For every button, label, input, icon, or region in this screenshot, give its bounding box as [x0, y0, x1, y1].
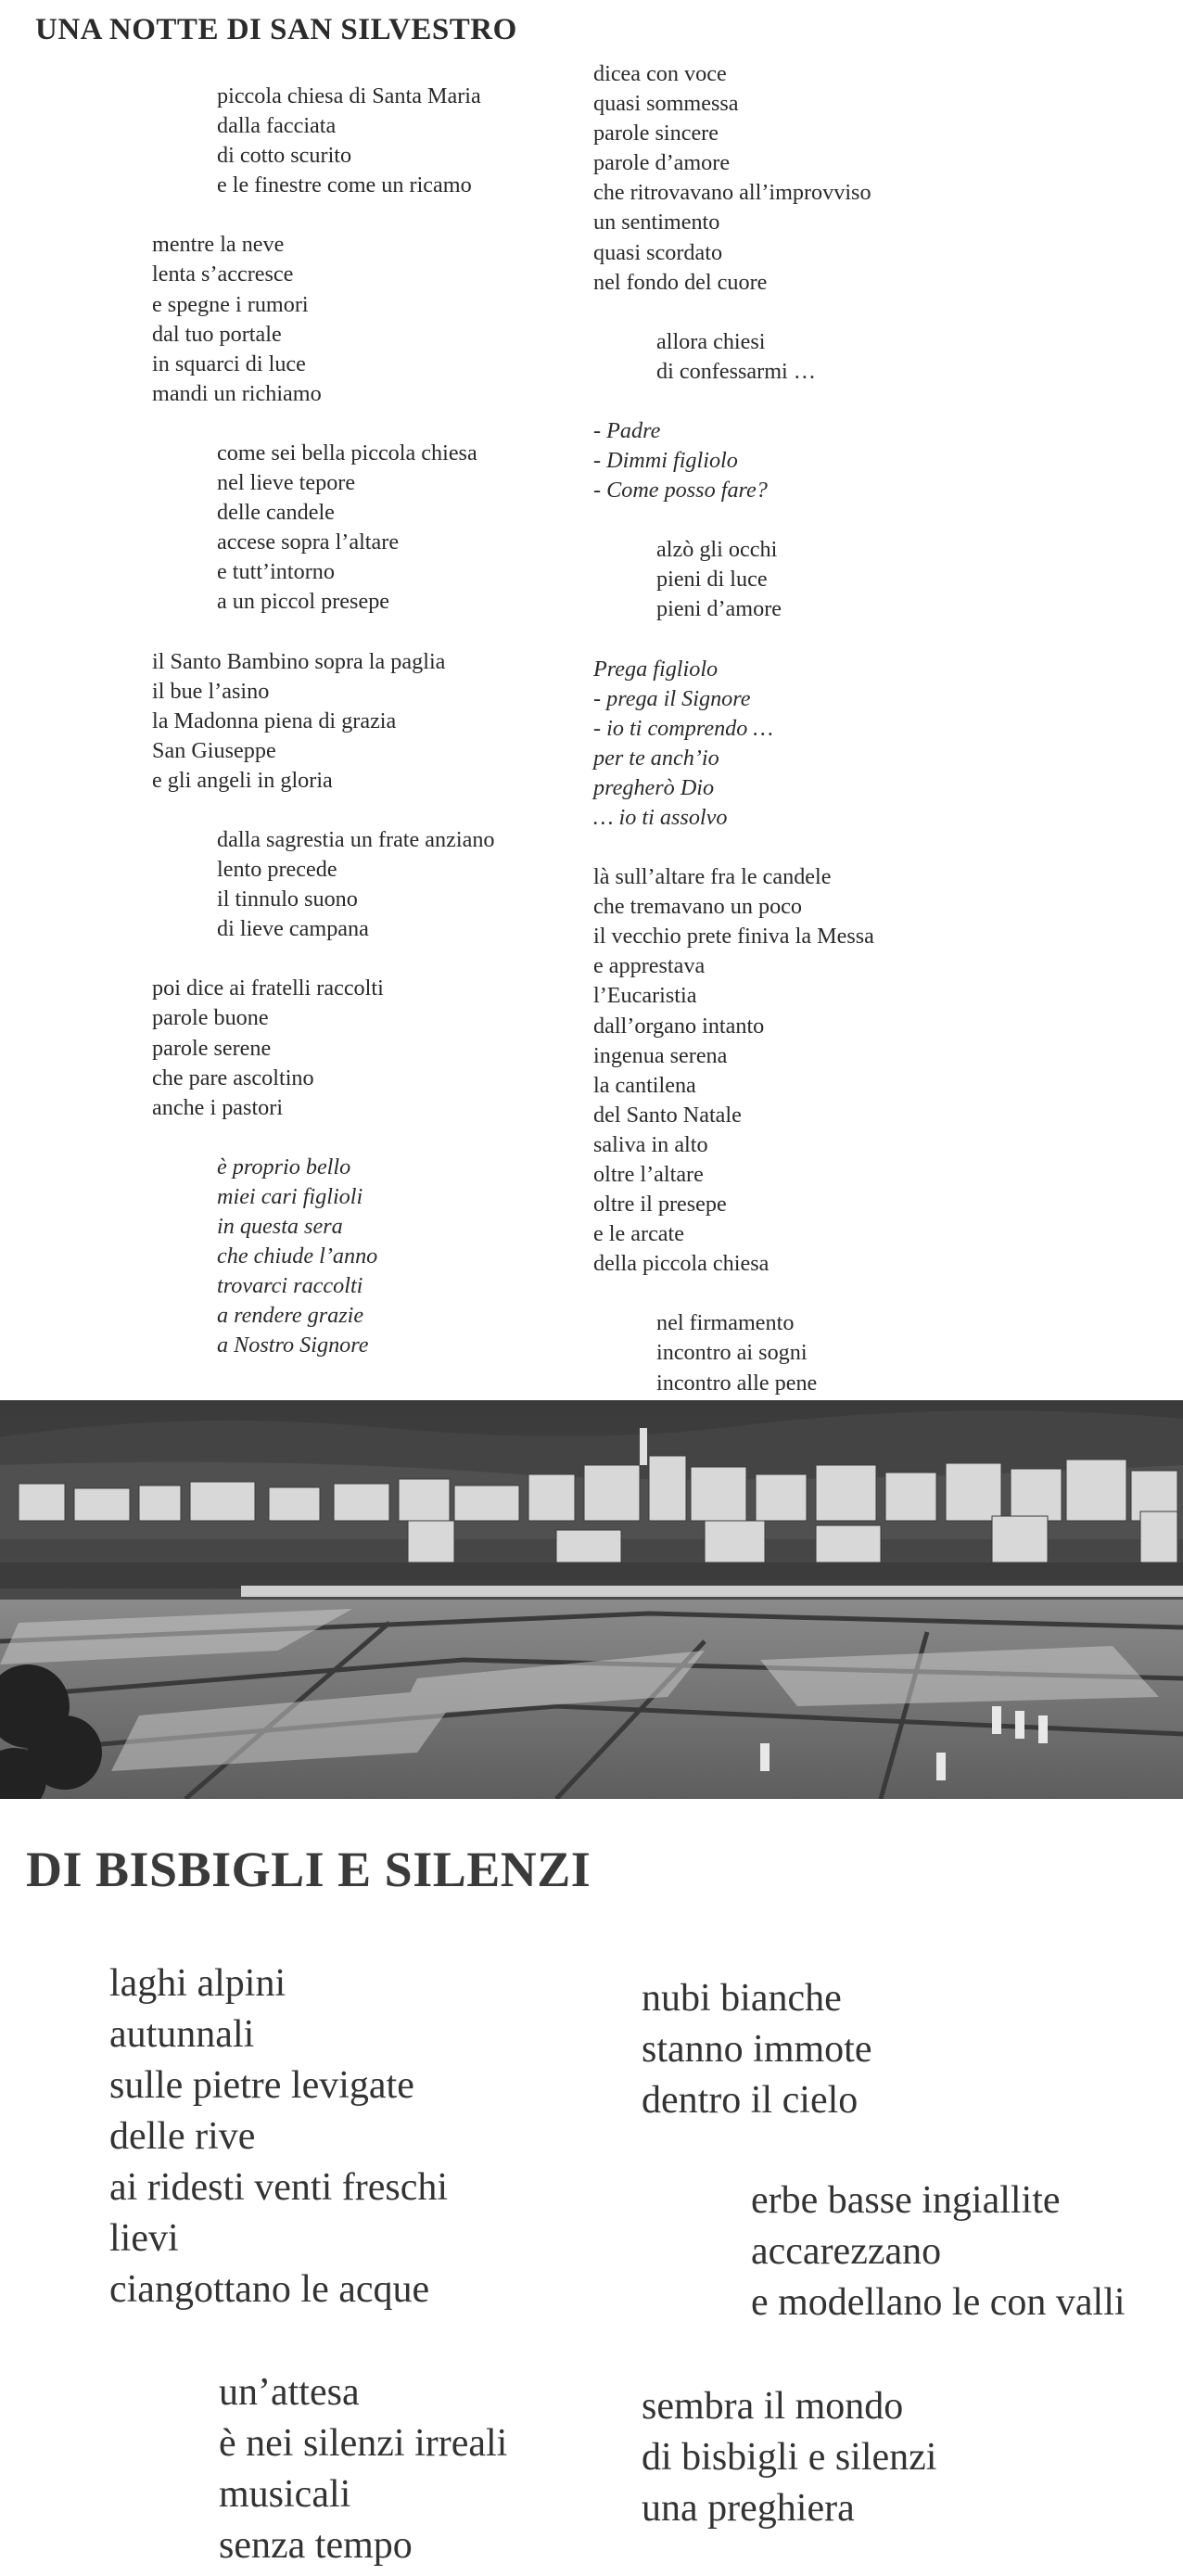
- village-photo: [0, 1400, 1183, 1799]
- poem-line: anche i pastori: [152, 1094, 284, 1120]
- poem-line: San Giuseppe: [152, 737, 276, 763]
- poem-line: - Come posso fare?: [593, 478, 768, 504]
- poem-line: e le finestre come un ricamo: [217, 172, 472, 198]
- poem-line: a un piccol presepe: [217, 589, 390, 615]
- poem-line: la Madonna piena di grazia: [152, 708, 397, 733]
- poem-line: a Nostro Signore: [217, 1333, 369, 1358]
- poem-line: a rendere grazie: [217, 1303, 364, 1329]
- poem2-right-column-bottom: [642, 2381, 936, 2534]
- poem-line: nel firmamento: [656, 1310, 795, 1336]
- poem-line: un’attesa: [219, 2371, 360, 2414]
- poem-line: lenta s’accresce: [152, 261, 294, 287]
- poem-line: dalla facciata: [217, 113, 337, 139]
- poem-line: e gli angeli in gloria: [152, 767, 333, 793]
- poem-line: dall’organo intanto: [593, 1013, 765, 1039]
- poem-line: mandi un richiamo: [152, 380, 322, 406]
- stanza: [0, 974, 495, 1122]
- poem-line: lento precede: [217, 857, 337, 883]
- poem-line: per te anch’io: [593, 745, 719, 771]
- poem-line: l’Eucaristia: [593, 983, 697, 1009]
- poem-line: è nei silenzi irreali: [219, 2422, 508, 2465]
- poem-line: lievi: [109, 2217, 179, 2260]
- poem-line: stanno immote: [642, 2028, 872, 2071]
- stanza: [0, 230, 495, 409]
- poem-line: che chiude l’anno: [217, 1243, 378, 1269]
- poem-right-column: [593, 59, 874, 1398]
- poem-line: il vecchio prete finiva la Messa: [593, 924, 874, 950]
- poem-line: musicali: [219, 2473, 351, 2516]
- stanza: [593, 327, 874, 387]
- poem-line: poi dice ai fratelli raccolti: [152, 976, 384, 1001]
- poem-line: parole serene: [152, 1035, 272, 1061]
- poem-line: nel fondo del cuore: [593, 269, 768, 295]
- poem-line: e le arcate: [593, 1221, 685, 1247]
- poem-line: di bisbigli e silenzi: [642, 2436, 937, 2479]
- poem-line: miei cari figlioli: [217, 1183, 363, 1209]
- poem-line: il tinnulo suono: [217, 886, 358, 912]
- poem-line: - prega il Signore: [593, 685, 751, 711]
- poem-line: ai ridesti venti freschi: [109, 2166, 449, 2209]
- stanza: [593, 1308, 874, 1397]
- stanza: [0, 439, 495, 618]
- poem-line: quasi sommessa: [593, 91, 739, 117]
- poem-line: trovarci raccolti: [217, 1273, 363, 1299]
- poem-line: sembra il mondo: [642, 2385, 904, 2428]
- poem2-left-column-bottom: [219, 2367, 507, 2571]
- poem-line: parole sincere: [593, 121, 719, 147]
- poem-line: incontro alle pene: [656, 1370, 818, 1396]
- stanza: [593, 416, 874, 505]
- poem-line: che ritrovavano all’improvviso: [593, 180, 871, 206]
- poem-line: nubi bianche: [642, 1977, 842, 2020]
- poem-left-column: [0, 82, 495, 1360]
- stanza: [0, 1153, 495, 1361]
- poem-line: un sentimento: [593, 210, 720, 236]
- poem-line: in squarci di luce: [152, 351, 306, 376]
- stanza: [593, 535, 874, 624]
- poem-line: una preghiera: [642, 2487, 855, 2530]
- poem-line: … io ti assolvo: [593, 804, 728, 830]
- poem-line: ingenua serena: [593, 1042, 728, 1068]
- poem-line: senza tempo: [219, 2524, 413, 2567]
- poem-line: il Santo Bambino sopra la paglia: [152, 648, 446, 674]
- poem2-left-column-top: [109, 1958, 448, 2315]
- poem-line: il bue l’asino: [152, 678, 270, 704]
- poem-line: del Santo Natale: [593, 1102, 742, 1128]
- village-landscape-image: [0, 1400, 1183, 1799]
- poem-line: la cantilena: [593, 1072, 696, 1098]
- poem-line: - Padre: [593, 417, 661, 443]
- poem-line: saliva in alto: [593, 1131, 708, 1157]
- poem-line: è proprio bello: [217, 1154, 351, 1180]
- poem-title: UNA NOTTE DI SAN SILVESTRO: [35, 13, 517, 46]
- poem-line: come sei bella piccola chiesa: [217, 440, 477, 465]
- poem-line: alzò gli occhi: [656, 537, 778, 563]
- stanza: [593, 59, 874, 298]
- stanza: [0, 82, 495, 200]
- poem-line: dicea con voce: [593, 61, 727, 86]
- poem-line: e apprestava: [593, 953, 706, 979]
- poem-line: Prega figliolo: [593, 656, 719, 682]
- poem2-title: DI BISBIGLI E SILENZI: [26, 1842, 592, 1897]
- poem-line: nel lieve tepore: [217, 470, 356, 496]
- poem-line: allora chiesi: [656, 328, 766, 354]
- poem-line: di lieve campana: [217, 916, 369, 942]
- poem-line: - io ti comprendo …: [593, 715, 773, 741]
- poem-line: dalla sagrestia un frate anziano: [217, 826, 495, 852]
- poem-line: che tremavano un poco: [593, 894, 802, 920]
- poem-line: delle candele: [217, 500, 335, 526]
- poem-line: parole buone: [152, 1005, 269, 1031]
- poem-line: accarezzano: [751, 2230, 942, 2273]
- poem-line: dal tuo portale: [152, 321, 282, 347]
- poem-line: e modellano le con valli: [751, 2281, 1126, 2324]
- stanza: [593, 862, 874, 1279]
- poem-line: di confessarmi …: [656, 358, 816, 384]
- poem-line: quasi scordato: [593, 239, 723, 265]
- stanza: [0, 647, 495, 796]
- poem-line: erbe basse ingiallite: [751, 2179, 1061, 2222]
- poem-line: pregherò Dio: [593, 774, 715, 800]
- poem-line: autunnali: [109, 2013, 255, 2056]
- poem-line: mentre la neve: [152, 232, 285, 258]
- poem2-right-column-top: [642, 1973, 871, 2126]
- poem2-right-column-middle: [751, 2175, 1126, 2328]
- poem-line: parole d’amore: [593, 150, 731, 176]
- poem-line: di cotto scurito: [217, 143, 352, 169]
- poem-line: incontro ai sogni: [656, 1340, 808, 1366]
- poem-line: e tutt’intorno: [217, 559, 335, 585]
- stanza: [593, 655, 874, 834]
- poem-line: che pare ascoltino: [152, 1065, 314, 1090]
- poem-line: pieni d’amore: [656, 596, 782, 622]
- poem-line: piccola chiesa di Santa Maria: [217, 83, 481, 108]
- poem-line: della piccola chiesa: [593, 1251, 770, 1277]
- poem-line: oltre il presepe: [593, 1192, 727, 1218]
- poem-line: e spegne i rumori: [152, 291, 309, 317]
- poem-line: in questa sera: [217, 1214, 343, 1239]
- poem-line: ciangottano le acque: [109, 2268, 430, 2311]
- poem-line: pieni di luce: [656, 567, 768, 593]
- poem-line: laghi alpini: [109, 1962, 286, 2005]
- poem-line: sulle pietre levigate: [109, 2064, 414, 2107]
- poem-line: delle rive: [109, 2115, 256, 2158]
- stanza: [0, 825, 495, 944]
- poem-line: oltre l’altare: [593, 1162, 704, 1187]
- poem-line: accese sopra l’altare: [217, 529, 400, 555]
- poem-line: là sull’altare fra le candele: [593, 864, 832, 890]
- poem-line: dentro il cielo: [642, 2079, 859, 2122]
- poem-line: - Dimmi figliolo: [593, 448, 738, 474]
